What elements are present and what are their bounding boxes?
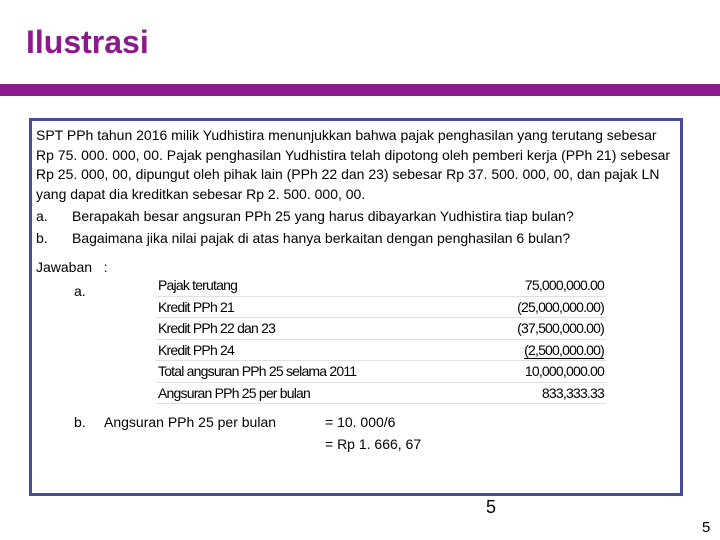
question-letter: b. [36,230,48,246]
answer-b-letter: b. [74,414,86,430]
row-label: Kredit PPh 24 [156,339,467,361]
question-item [36,230,676,252]
row-label: Pajak terutang [156,275,467,296]
row-value: (37,500,000.00) [467,318,606,340]
table-row [156,318,606,340]
row-label: Kredit PPh 21 [156,296,467,318]
row-label: Kredit PPh 22 dan 23 [156,318,467,340]
slide-title: Ilustrasi [26,24,149,60]
table-row [156,339,606,361]
row-label: Total angsuran PPh 25 selama 2011 [156,361,467,383]
row-value: (25,000,000.00) [467,296,606,318]
table-row [156,382,606,404]
question-item [36,208,676,230]
table-row [156,361,606,383]
title-divider-bar [0,84,720,96]
answer-b-equation-1: = 10. 000/6 [325,414,396,430]
question-list [36,208,676,252]
question-letter: a. [36,208,48,224]
intro-paragraph: SPT PPh tahun 2016 milik Yudhistira menunjukkan bahwa pajak penghasilan yang terutang sebesar Rp 75. 000. 000, 00. Pajak penghasilan Yudhistira telah dipotong oleh pemberi kerja (PPh 21) sebesar Rp 25. 000, 00, dipungut oleh pihak lain (PPh 22 dan 23) sebesar Rp 37. 500. 000, 00, dan pajak LN yang dapat dia kreditkan sebesar Rp 2. 500. 000, 00. [36,127,671,202]
row-value-cell [467,339,606,361]
answer-heading: Jawaban : [36,259,108,275]
row-value: 75,000,000.00 [467,275,606,296]
page-number: 5 [702,519,711,536]
answer-b-label: Angsuran PPh 25 per bulan [104,414,277,430]
question-text: Bagaimana jika nilai pajak di atas hanya berkaitan dengan penghasilan 6 bulan? [72,230,571,246]
table-row [156,275,606,296]
row-value: 833,333.33 [467,382,606,404]
answer-b-equation-2: = Rp 1. 666, 67 [325,436,422,452]
row-value: (2,500,000.00) [524,341,604,358]
calculation-table [156,275,606,404]
row-label: Angsuran PPh 25 per bulan [156,382,467,404]
page-number-mid: 5 [486,497,497,517]
table-row [156,296,606,318]
row-value: 10,000,000.00 [467,361,606,383]
question-text: Berapakah besar angsuran PPh 25 yang harus dibayarkan Yudhistira tiap bulan? [72,208,574,224]
answer-a-letter: a. [74,283,86,299]
